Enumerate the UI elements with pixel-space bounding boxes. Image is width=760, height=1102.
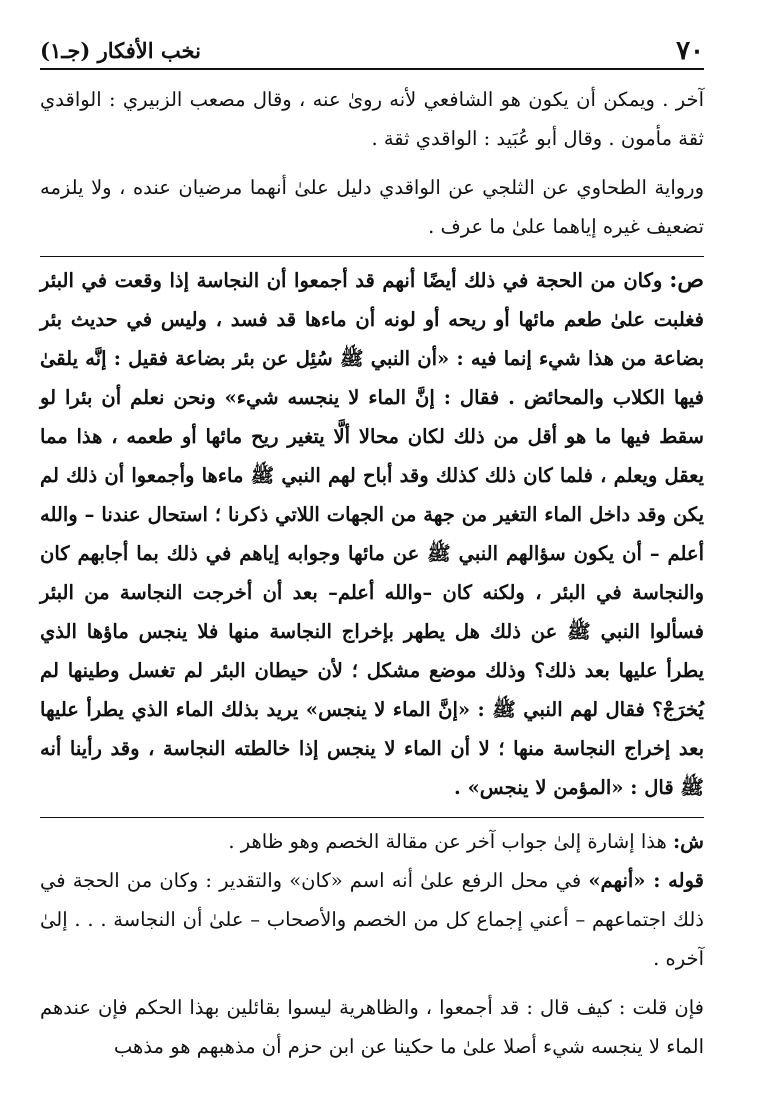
paragraph-5 [40, 861, 704, 978]
quoted-lead: قوله : «أنهم» [588, 869, 704, 892]
page-header [40, 28, 704, 70]
paragraph-5-text: في محل الرفع علىٰ أنه اسم «كان» والتقدير : وكان من الحجة في ذلك اجتماعهم – أعني إجماع كل من الخصم والأصحاب – علىٰ أن النجاسة . . . إلىٰ آخره . [40, 869, 704, 970]
page-number: ٧٠ [676, 36, 704, 66]
paragraph-6: فإن قلت : كيف قال : قد أجمعوا ، والظاهرية ليسوا بقائلين بهذا الحكم فإن عندهم الماء لا ينجسه شيء أصلا علىٰ ما حكينا عن ابن حزم أن مذهبهم هو مذهب [40, 996, 704, 1058]
paragraph-2: ورواية الطحاوي عن الثلجي عن الواقدي دليل علىٰ أنهما مرضيان عنده ، ولا يلزمه تضعيف غيره إياهما علىٰ ما عرف . [40, 176, 704, 238]
sharh-paragraph [40, 817, 704, 861]
matn-text: وكان من الحجة في ذلك أيضًا أنهم قد أجمعوا أن النجاسة إذا وقعت في البئر فغلبت علىٰ طعم مائها أو ريحه أو لونه أن ماءها قد فسد ، وليس في حديث بئر بضاعة من هذا شيء إنما فيه : «أن النبي ﷺ سُئِل عن بئر بضاعة فقيل : إنَّه يلقىٰ فيها الكلاب والمحائض . فقال : إنَّ الماء لا ينجسه شيء» ونحن نعلم أن بئرا لو سقط فيها ما هو أقل من ذلك لكان محالا ألَّا يتغير ريح مائها أو طعمه ، هذا مما يعقل ويعلم ، فلما كان ذلك كذلك وقد أباح لهم النبي ﷺ ماءها وأجمعوا أن ذلك لم يكن وقد داخل الماء التغير من جهة من الجهات اللاتي ذكرنا ؛ استحال عندنا – والله أعلم – أن يكون سؤالهم النبي ﷺ عن مائها وجوابه إياهم في ذلك بما أجابهم كان والنجاسة في البئر ، ولكنه كان –والله أعلم– بعد أن أخرجت النجاسة من البئر فسألوا النبي ﷺ عن ذلك هل يطهر بإخراج النجاسة منها فلا ينجس ماؤها الذي يطرأ عليها بعد ذلك؟ وذلك موضع مشكل ؛ لأن حيطان البئر لم تغسل وطينها لم يُخرَجْ؟ فقال لهم النبي ﷺ : «إنَّ الماء لا ينجس» يريد بذلك الماء الذي يطرأ عليها بعد إخراج النجاسة منها ؛ لا أن الماء لا ينجس إذا خالطته النجاسة ، وقد رأينا أنه ﷺ قال : «المؤمن لا ينجس» . [40, 269, 704, 799]
sharh-text: هذا إشارة إلىٰ جواب آخر عن مقالة الخصم وهو ظاهر . [228, 830, 667, 853]
section-mark-sad: ص: [669, 267, 705, 293]
section-mark-shin: ش: [672, 830, 704, 853]
page-body [40, 80, 704, 1066]
running-title: نخب الأفكار (جـ١) [40, 38, 201, 63]
paragraph-1: آخر . ويمكن أن يكون هو الشافعي لأنه روىٰ عنه ، وقال مصعب الزبيري : الواقدي ثقة مأمون . وقال أبو عُبَيد : الواقدي ثقة . [40, 88, 704, 150]
matn-paragraph [40, 256, 704, 807]
